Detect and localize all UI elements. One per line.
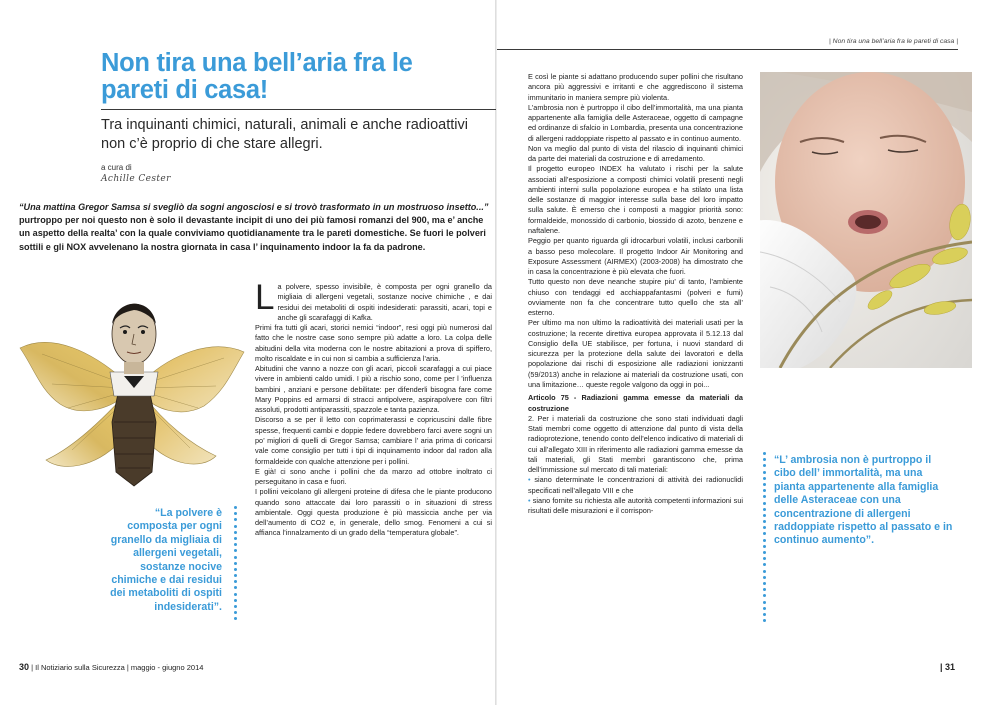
article-heading: Articolo 75 - Radiazioni gamma emesse da materiali da costruzione <box>528 393 743 413</box>
body-paragraph: Abitudini che vanno a nozze con gli acari, piccoli scarafaggi a cui piace vivere in ambienti caldo umidi. I più a rischio sono, come per l ’influenza bambini , anziani e persone debilitate: per difenderli bisogna fare come Mary Poppins ed armarsi di stracci antipolvere, aspirapolvere con filtri assoluti, prodotti antiparassiti, spazzole e tanta pazienza. <box>255 364 492 415</box>
title-divider <box>101 109 496 110</box>
header-divider <box>497 49 958 50</box>
body-paragraph: L’ambrosia non è purtroppo il cibo dell’immortalità, ma una pianta appartenente alla famiglia delle Asteraceae, oggetto di campagne ed ordinanze di sfalcio in Lombardia, presenta una concentrazione di allergeni raddoppiate rispetto al passato e in continuo aumento. <box>528 102 743 143</box>
body-paragraph: Tutto questo non deve neanche stupire piu’ di tanto, l’ambiente chiuso con tendaggi ed acchiappafantasmi (polveri e fumi) ovviamente non fa che concentrare tutto quello che sta all’ esterno. <box>528 277 743 318</box>
body-paragraph: Il progetto europeo INDEX ha valutato i rischi per la salute associati all’esposizione a composti chimici volatili presenti negli ambienti interni sulla popolazione europea e ha stilato una lista delle sostanze di maggior interesse sulla base del loro impatto sulla salute. È emerso che i composti a maggior priorità sono: formaldeide, monossido di carbonio, biossido di azoto, benzene e naftalene. <box>528 164 743 235</box>
body-paragraph: a polvere, spesso invisibile, è composta per ogni granello da migliaia di allergeni vegetali, sostanze nocive chimiche , e dai residui dei metaboliti di ospiti indesiderati: parassiti, acari, topi e anche gli scarafaggi di Kafka. <box>277 282 492 322</box>
kafka-insect-illustration <box>12 272 248 494</box>
page-number-left: 30 <box>19 662 30 672</box>
pull-quote-left: “La polvere è composta per ogni granello da migliaia di allergeni vegetali, sostanze nocive chimiche e dai residui dei metaboliti di ospiti indesiderati”. <box>110 507 222 613</box>
byline-label: a cura di <box>101 163 132 172</box>
article-paragraph: 2. Per i materiali da costruzione che sono stati individuati dagli Stati membri come oggetto di attenzione dal punto di vista della radioprotezione, tenendo conto dell’elenco indicativo di materiali di cui all’allegato XIII in riferimento alle radiazioni gamma emesse da tali materiali, gli Stati membri garantiscono che, prima dell’immissione sul mercato di tali materiali: <box>528 413 743 475</box>
body-paragraph: Primi fra tutti gli acari, storici nemici “indoor”, resi oggi più numerosi dal fatto che le nostre case sono sempre più adatte a loro. La colpa delle abitudini della vita moderna con le nostre abitazioni a prova di spiffero, molto riscaldate e in cui non si cambia a sufficienza l’aria. <box>255 323 492 363</box>
intro-text: purtroppo per noi questo non è solo il devastante incipit di uno dei più famosi romanzi del 900, ma e’ anche un aspetto della realta’ con la quale conviviamo quotidianamente tra le pareti domestiche. Se fuori le polveri sottili e gli NOX avvelenano la nostra giornata in casa l’ inquinamento indoor la fa da padrone. <box>19 215 486 252</box>
intro-quote: “Una mattina Gregor Samsa si svegliò da sogni angosciosi e si trovò trasformato in un mostruoso insetto...” <box>19 202 489 212</box>
body-paragraph: Peggio per quanto riguarda gli idrocarburi volatili, inclusi carbonili a basso peso molecolare. Il progetto Indoor Air Monitoring and Exposure Assessment (AIRMEX) (2003-2008) ha dimostrato che in casa la concentrazione è più elevata che fuori. <box>528 236 743 277</box>
body-paragraph: I pollini veicolano gli allergeni proteine di difesa che le piante producono quando sono attaccate dai loro parassiti o in situazioni di stress ambientale. Oggi questa produzione è più massiccia anche per via dell’aumento di CO2 e, in generale, dello smog. Fenomeni a cui si affianca l’innalzamento di un grado della “temperatura globale”. <box>255 487 492 538</box>
body-paragraph: E già! ci sono anche i pollini che da marzo ad ottobre inoltrato ci perseguitano in casa e fuori. <box>255 466 492 487</box>
body-column-right <box>528 72 743 516</box>
body-column-left <box>255 278 492 539</box>
quote-dots-left <box>234 506 238 634</box>
article-bullet: siano determinate le concentrazioni di attività dei radionuclidi specificati nell’allegato VIII e che <box>528 475 743 495</box>
body-paragraph: Discorso a se per il letto con coprimaterassi e copricuscini dalle fibre spesse, frequenti cambi e doppie federe dovrebbero farci avere sogni un po’ migliori di quelli di Gregor Samsa; cambiare l’ aria prima di coricarsi vale come consiglio per tutti i tipi di inquinamento indoor dal radon alla formaldeide con qualche attenzione per i pollini. <box>255 415 492 466</box>
bullet-icon: • <box>528 475 531 485</box>
body-paragraph: Per ultimo ma non ultimo la radioattività dei materiali usati per la costruzione; la recente direttiva europea approvata il 5.12.13 dal Consiglio della UE stabilisce, per fortuna, i nuovi standard di sicurezza per la protezione della salute dei lavoratori e della popolazione dai rischi di esposizione alle radiazioni ionizzanti (59/2013) anche in relazione ai materiali da costruzione usati, con una limitazione… queste regole valgono da oggi in poi... <box>528 318 743 389</box>
article-subtitle: Tra inquinanti chimici, naturali, animali e anche radioattivi non c’è proprio di che stare allegri. <box>101 117 468 152</box>
bullet-icon: • <box>528 495 531 505</box>
pull-quote-right: “L’ ambrosia non è purtroppo il cibo dell’ immortalità, ma una pianta appartenente alla famiglia delle Asteraceae con una concentrazione di allergeni raddoppiate rispetto al passato e in continuo aumento”. <box>774 454 953 547</box>
body-paragraph: Non va meglio dal punto di vista del rilascio di inquinanti chimici da parte dei materiali da costruzione e di arredamento. <box>528 143 743 164</box>
woman-sneezing-photo <box>760 72 972 368</box>
drop-cap: L <box>255 278 275 317</box>
article-bullet: siano fornite su richiesta alle autorità competenti informazioni sui risultati delle misurazioni e il corrispon- <box>528 495 743 516</box>
page-footer-left <box>19 662 203 672</box>
intro-paragraph <box>19 201 493 254</box>
footer-publication: | Il Notiziario sulla Sicurezza | maggio - giugno 2014 <box>29 663 204 672</box>
page-gutter <box>495 0 497 705</box>
page-number-right: | 31 <box>940 662 956 672</box>
byline-author: Achille Cester <box>101 174 171 184</box>
article-title: Non tira una bell’aria fra le pareti di casa! <box>101 49 413 104</box>
body-paragraph: E così le piante si adattano producendo super pollini che risultano ancora più aggressivi e irritanti e che aggrediscono il sistema immunitario in maniera sempre più violenta. <box>528 72 743 102</box>
running-head: | Non tira una bell’aria fra le pareti di casa | <box>829 38 958 45</box>
quote-dots-right <box>763 452 767 637</box>
